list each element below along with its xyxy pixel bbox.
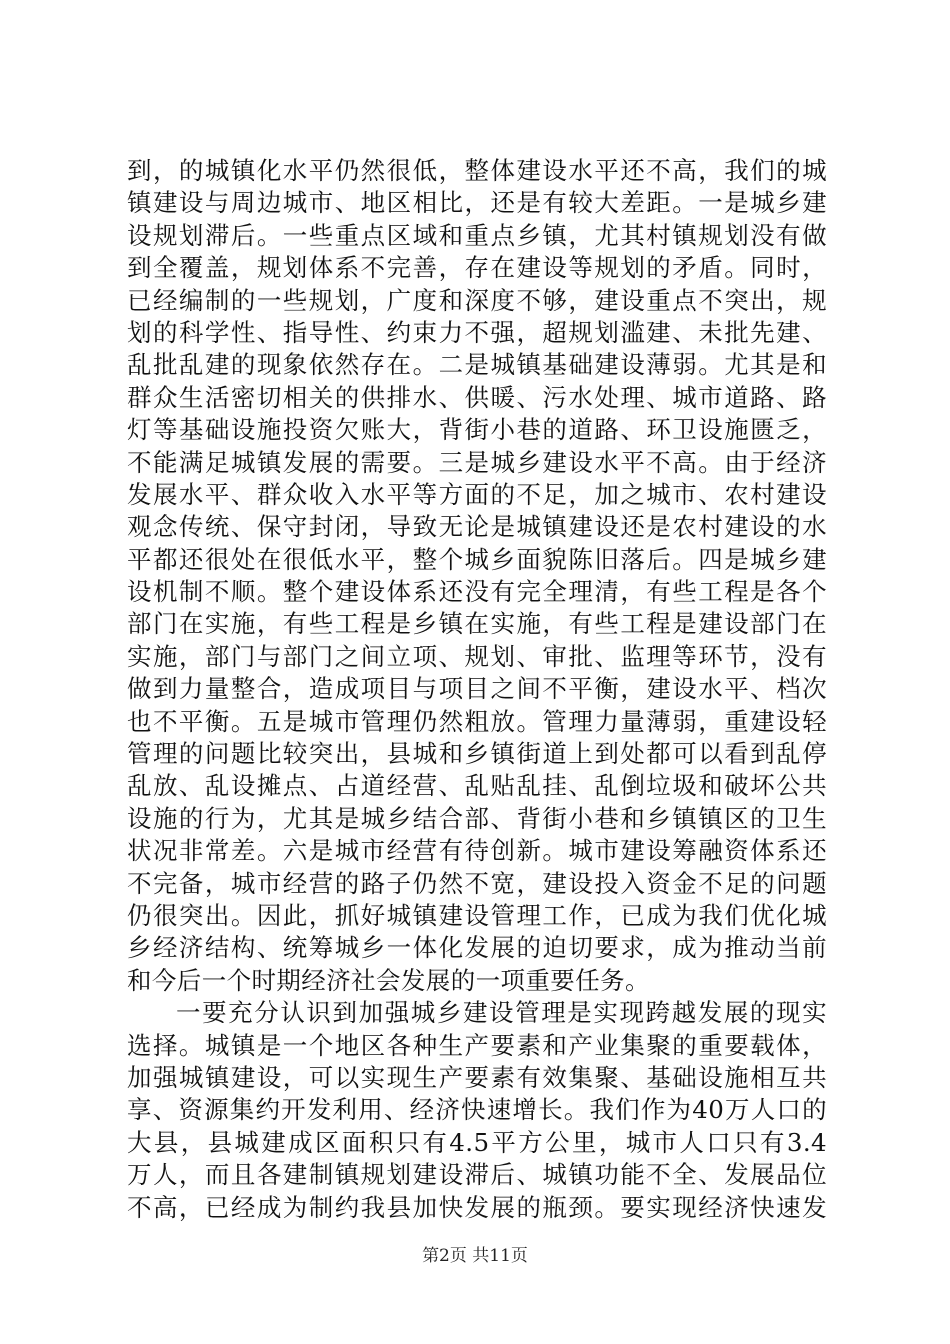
text-line: 部门在实施，有些工程是乡镇在实施，有些工程是建设部门在 (127, 609, 827, 639)
text-line: 乱放、乱设摊点、占道经营、乱贴乱挂、乱倒垃圾和破坏公共 (127, 771, 827, 801)
page-footer (0, 1244, 950, 1268)
text-line: 镇建设与周边城市、地区相比，还是有较大差距。一是城乡建 (127, 188, 827, 218)
text-line: 发展水平、群众收入水平等方面的不足，加之城市、农村建设 (127, 479, 827, 509)
text-line: 群众生活密切相关的供排水、供暖、污水处理、城市道路、路 (127, 382, 827, 412)
text-line: 不完备，城市经营的路子仍然不宽，建设投入资金不足的问题 (127, 868, 827, 898)
text-line: 到，的城镇化水平仍然很低，整体建设水平还不高，我们的城 (127, 156, 827, 185)
text-line: 设机制不顺。整个建设体系还没有完全理清，有些工程是各个 (127, 577, 827, 607)
text-line: 设规划滞后。一些重点区域和重点乡镇，尤其村镇规划没有做 (127, 220, 827, 250)
text-line: 乱批乱建的现象依然存在。二是城镇基础建设薄弱。尤其是和 (127, 350, 827, 380)
text-line: 和今后一个时期经济社会发展的一项重要任务。 (127, 965, 650, 995)
body-text (127, 155, 827, 1224)
text-line: 不高，已经成为制约我县加快发展的瓶颈。要实现经济快速发 (127, 1192, 827, 1222)
text-line: 已经编制的一些规划，广度和深度不够，建设重点不突出，规 (127, 285, 827, 315)
text-line: 管理的问题比较突出，县城和乡镇街道上到处都可以看到乱停 (127, 739, 827, 769)
text-line: 大县，县城建成区面积只有4.5平方公里，城市人口只有3.4 (127, 1127, 827, 1157)
text-line: 万人，而且各建制镇规划建设滞后、城镇功能不全、发展品位 (127, 1160, 827, 1190)
text-line: 状况非常差。六是城市经营有待创新。城市建设筹融资体系还 (127, 836, 827, 866)
text-line: 观念传统、保守封闭，导致无论是城镇建设还是农村建设的水 (127, 512, 827, 542)
text-line: 到全覆盖，规划体系不完善，存在建设等规划的矛盾。同时， (127, 253, 827, 283)
page-number-label: 第2页 共11页 (422, 1246, 528, 1266)
text-line: 也不平衡。五是城市管理仍然粗放。管理力量薄弱，重建设轻 (127, 706, 827, 736)
text-line: 不能满足城镇发展的需要。三是城乡建设水平不高。由于经济 (127, 447, 827, 477)
text-line: 实施，部门与部门之间立项、规划、审批、监理等环节，没有 (127, 641, 827, 671)
text-line: 选择。城镇是一个地区各种生产要素和产业集聚的重要载体， (127, 1030, 827, 1060)
text-line: 加强城镇建设，可以实现生产要素有效集聚、基础设施相互共 (127, 1062, 827, 1092)
text-line: 乡经济结构、统筹城乡一体化发展的迫切要求，成为推动当前 (127, 933, 827, 963)
text-line: 享、资源集约开发利用、经济快速增长。我们作为40万人口的 (127, 1095, 827, 1125)
text-line: 设施的行为，尤其是城乡结合部、背街小巷和乡镇镇区的卫生 (127, 803, 827, 833)
paragraph-1 (127, 155, 827, 997)
text-line: 仍很突出。因此，抓好城镇建设管理工作，已成为我们优化城 (127, 900, 827, 930)
text-line: 做到力量整合，造成项目与项目之间不平衡，建设水平、档次 (127, 674, 827, 704)
text-line: 一要充分认识到加强城乡建设管理是实现跨越发展的现实 (176, 998, 827, 1028)
text-line: 灯等基础设施投资欠账大，背街小巷的道路、环卫设施匮乏， (127, 415, 827, 445)
text-line: 划的科学性、指导性、约束力不强，超规划滥建、未批先建、 (127, 317, 827, 347)
text-line: 平都还很处在很低水平，整个城乡面貌陈旧落后。四是城乡建 (127, 544, 827, 574)
paragraph-2 (127, 997, 827, 1224)
